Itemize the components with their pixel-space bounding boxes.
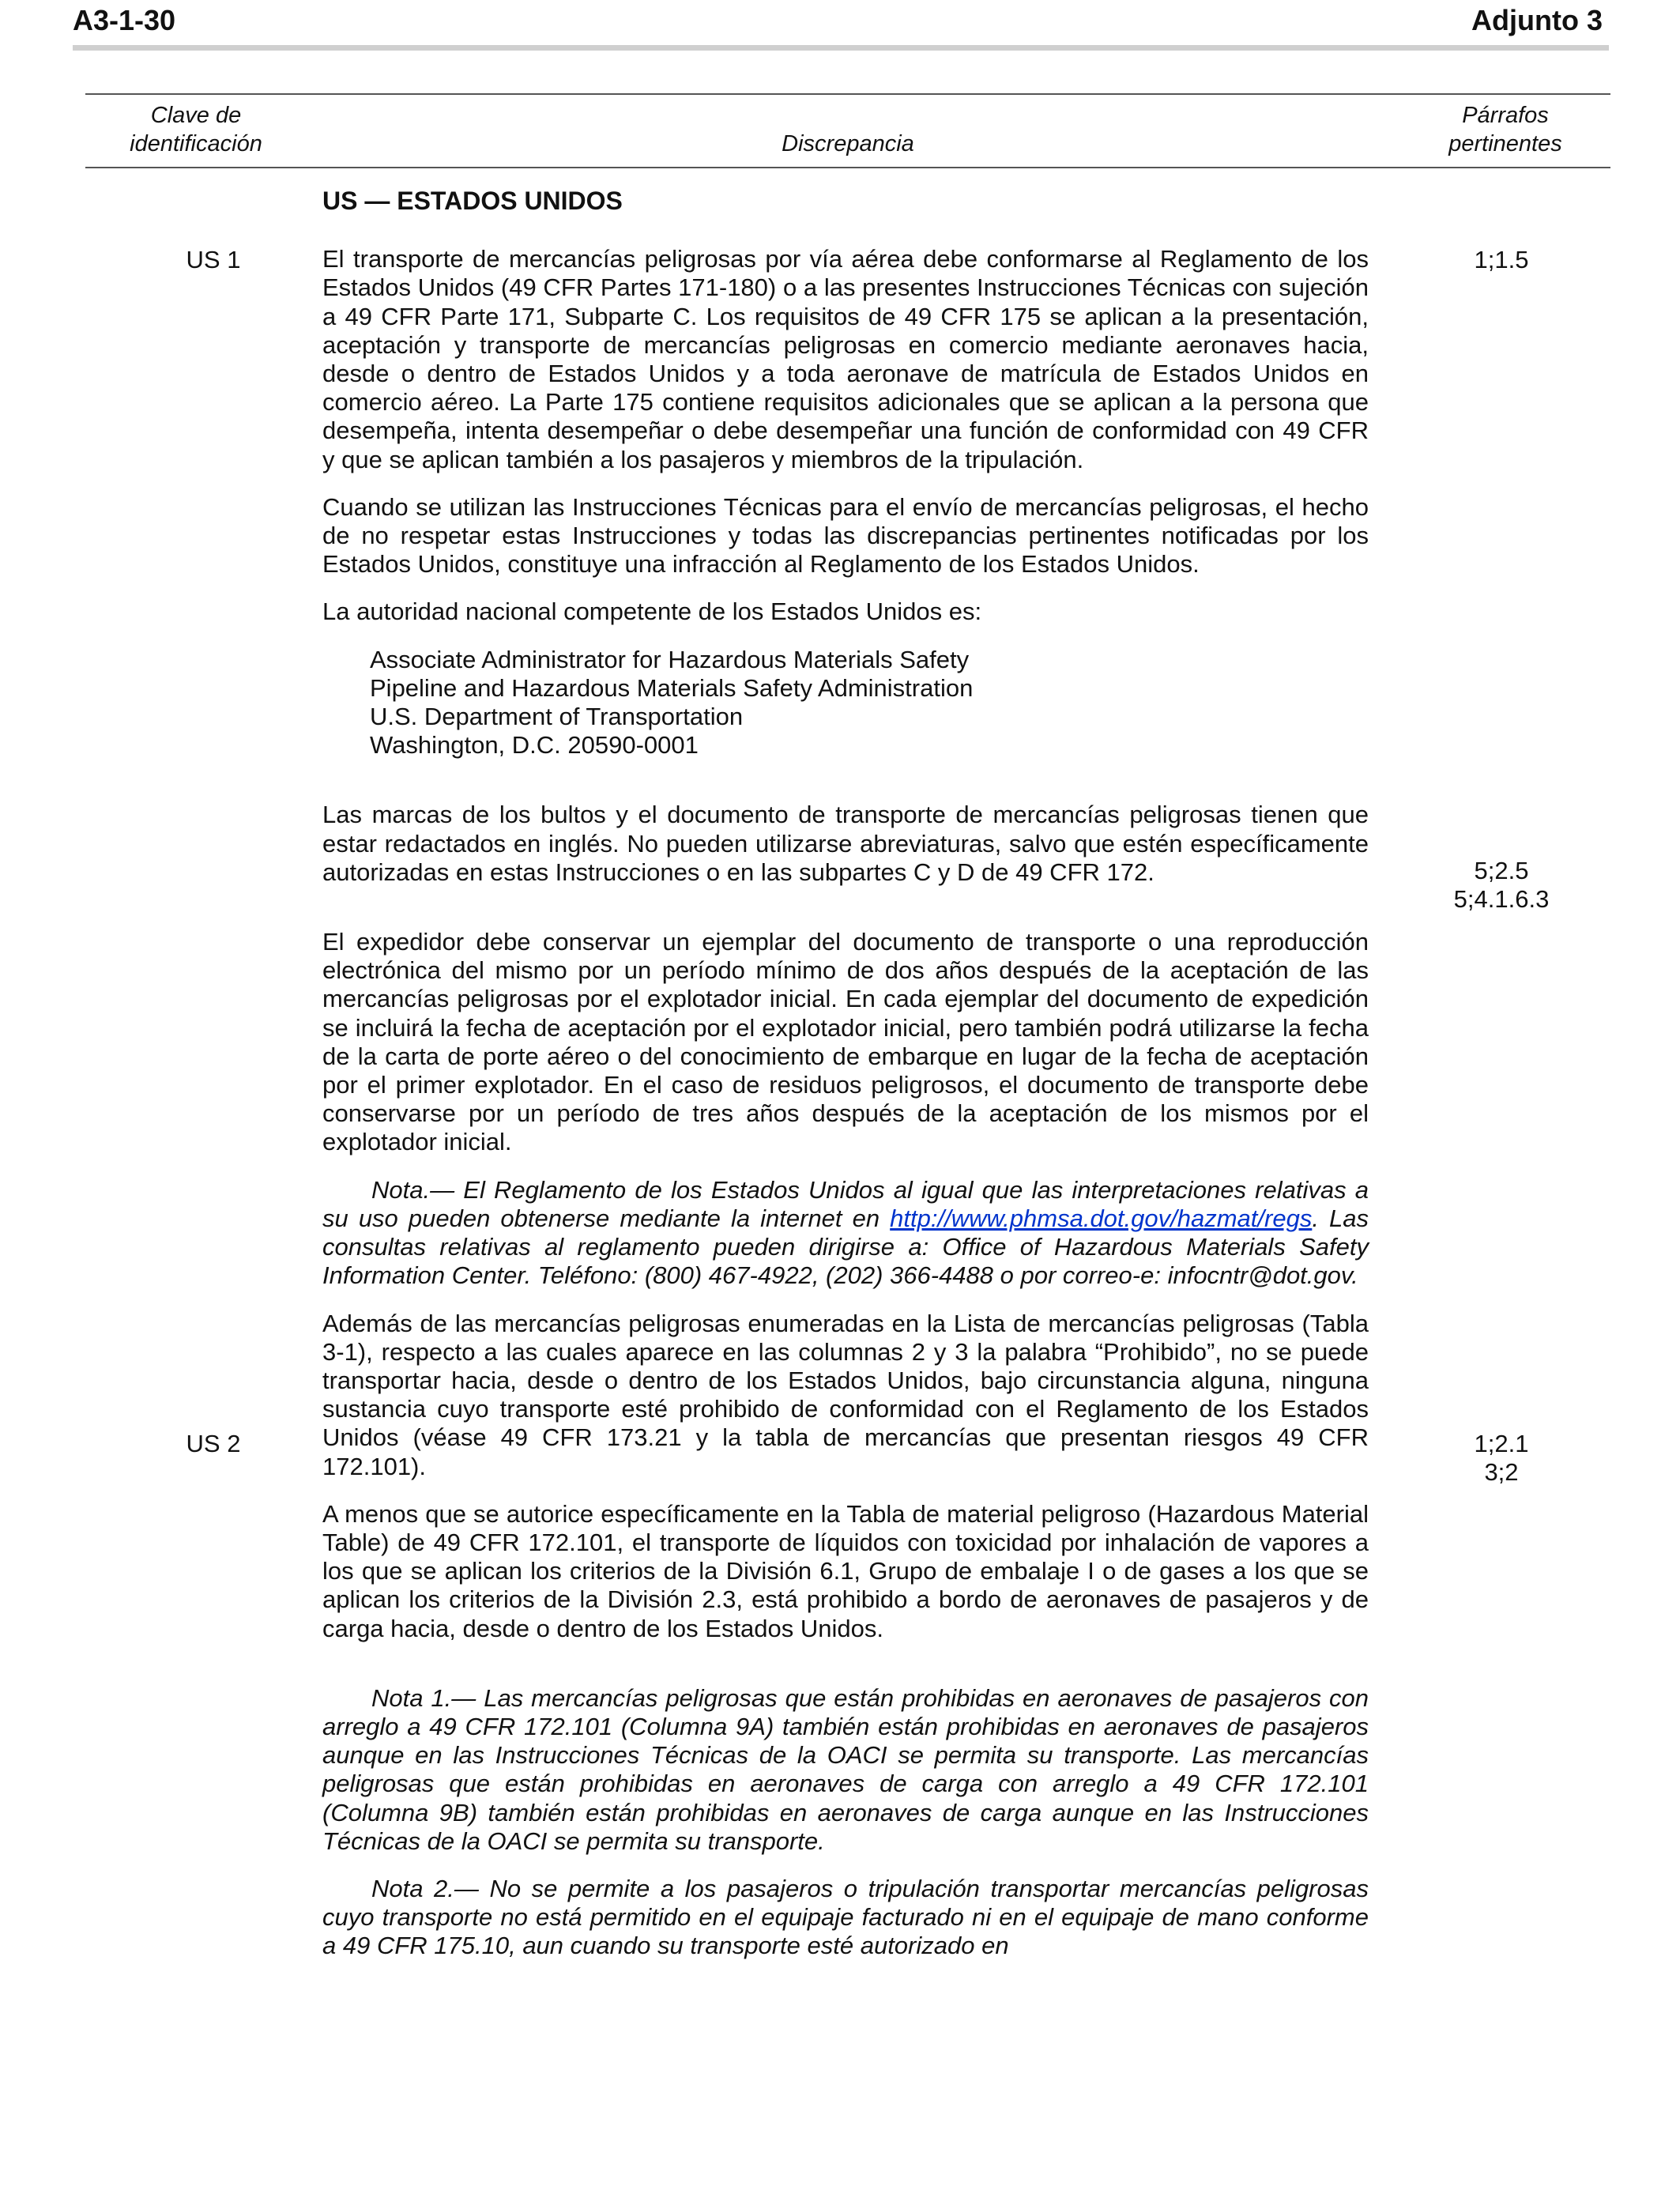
key-us1: US 1 [186,246,241,273]
column-header-paragraphs-line1: Párrafos [1462,103,1549,128]
page-number: A3-1-30 [73,4,176,36]
us1-paragraph-1: El transporte de mercancías peligrosas por vía aérea debe conformarse al Reglamento de los Estados Unidos (49 CFR Partes 171-180) o a las presentes Instrucciones Técnicas con sujeción a 49 CFR Parte 171, Subparte C. Los requisitos de 49 CFR 175 se aplican a la presentación, aceptación y transporte de mercancías peligrosas en comercio mediante aeronaves hacia, desde o dentro de Estados Unidos y a toda aeronave de matrícula de Estados Unidos en comercio aéreo. La Parte 175 contiene requisitos adicionales que se aplican a la persona que desempeña, intenta desempeñar o debe desempeñar una función de conformidad con 49 CFR y que se aplican también a los pasajeros y miembros de la tripulación. [322,245,1369,473]
header-rule [73,45,1609,51]
attachment-label: Adjunto 3 [1471,4,1603,36]
refs-us1-a [1422,246,1580,274]
ref-item: 5;4.1.6.3 [1453,885,1550,913]
us2-paragraph-2: A menos que se autorice específicamente en la Tabla de material peligroso (Hazardous Material Table) de 49 CFR 172.101, el transporte de líquidos con toxicidad por inhalación de vapores a los que se aplican los criterios de la División 6.1, Grupo de embalaje I o de gases a los que se aplican los criterios de la División 2.3, está prohibido a bordo de aeronaves de pasajeros y de carga hacia, desde o dentro de los Estados Unidos. [322,1499,1369,1642]
us1-note [322,1176,1369,1291]
us2-paragraph-1: Además de las mercancías peligrosas enumeradas en la Lista de mercancías peligrosas (Tabla 3-1), respecto a las cuales aparece en las columnas 2 y 3 la palabra “Prohibido”, no se puede transportar hacia, desde o dentro de los Estados Unidos, bajo circunstancia alguna, ninguna sustancia cuyo transporte esté prohibido de conformidad con el Reglamento de los Estados Unidos (véase 49 CFR 173.21 y la tabla de mercancías que presentan riesgos 49 CFR 172.101). [322,1309,1369,1480]
section-title: US — ESTADOS UNIDOS [322,187,623,215]
column-header-key-line1: Clave de [150,103,242,128]
us2-note-2: Nota 2.— No se permite a los pasajeros o tripulación transportar mercancías peligrosas cuyo transporte no está permitido en el equipaje facturado ni en el equipaje de mano conforme a 49 CFR 175.10, aun cuando su transporte esté autorizado en [322,1874,1369,1960]
refs-us2 [1422,1430,1580,1487]
column-header-paragraphs [1407,101,1604,158]
key-us2: US 2 [186,1430,241,1457]
ref-item: 1;1.5 [1474,246,1529,273]
ref-item: 3;2 [1484,1458,1519,1486]
address-line: Washington, D.C. 20590-0001 [370,731,699,760]
table-header-rule [85,167,1610,168]
address-line: U.S. Department of Transportation [370,703,744,731]
us2-note-1: Nota 1.— Las mercancías peligrosas que están prohibidas en aeronaves de pasajeros con arreglo a 49 CFR 172.101 (Columna 9A) también están prohibidas en aeronaves de pasajeros aunque en las Instrucciones Técnicas de la OACI se permita su transporte. Las mercancías peligrosas que están prohibidas en aeronaves de carga con arreglo a 49 CFR 172.101 (Columna 9B) también están prohibidas en aeronaves de carga aunque en las Instrucciones Técnicas de la OACI se permita su transporte. [322,1683,1369,1855]
refs-us1-b [1422,857,1580,914]
authority-address [370,646,1369,760]
ref-item: 5;2.5 [1474,857,1529,884]
us1-paragraph-4: Las marcas de los bultos y el documento de transporte de mercancías peligrosas tienen que estar redactados en inglés. No pueden utilizarse abreviaturas, salvo que estén específicamente autorizadas en estas Instrucciones o en las subpartes C y D de 49 CFR 172. [322,801,1369,886]
us1-paragraph-5: El expedidor debe conservar un ejemplar del documento de transporte o una reproducción electrónica del mismo por un período mínimo de dos años después de la aceptación de las mercancías peligrosas por el explotador inicial. En cada ejemplar del documento de expedición se incluirá la fecha de aceptación por el explotador inicial, pero también podrá utilizarse la fecha de la carta de porte aéreo o del conocimiento de embarque en lugar de la fecha de aceptación por el primer explotador. En el caso de residuos peligrosos, el documento de transporte debe conservarse por un período de tres años después de la aceptación de los mismos por el explotador inicial. [322,928,1369,1156]
column-header-key [85,101,307,158]
address-line: Associate Administrator for Hazardous Materials Safety [370,645,970,673]
address-line: Pipeline and Hazardous Materials Safety Administration [370,673,974,702]
ref-item: 1;2.1 [1474,1430,1529,1457]
phmsa-regs-link[interactable]: http://www.phmsa.dot.gov/hazmat/regs [890,1204,1313,1232]
us1-paragraph-2: Cuando se utilizan las Instrucciones Técnicas para el envío de mercancías peligrosas, el hecho de no respetar estas Instrucciones y todas las discrepancias pertinentes notificadas por los Estados Unidos, constituye una infracción al Reglamento de los Estados Unidos. [322,492,1369,579]
us1-note-text-end: . Las consultas relativas al reglamento pueden dirigirse a: Office of Hazardous Materials Safety Information Center. Teléfono: (800) 467-4922, (202) 366-4488 o por correo-e: infocntr@dot.gov. [322,1204,1369,1290]
us1-paragraph-3: La autoridad nacional competente de los Estados Unidos es: [322,598,982,626]
us1-note-text: Nota.— El Reglamento de los Estados Unidos al igual que las interpretaciones relativas a su uso pueden obtenerse mediante la internet en [322,1175,1369,1232]
column-header-paragraphs-line2: pertinentes [1448,131,1562,156]
column-header-discrepancy: Discrepancia [782,131,914,156]
table-top-rule [85,93,1610,95]
discrepancy-column [322,187,1369,1961]
column-header-key-line2: identificación [130,131,262,156]
